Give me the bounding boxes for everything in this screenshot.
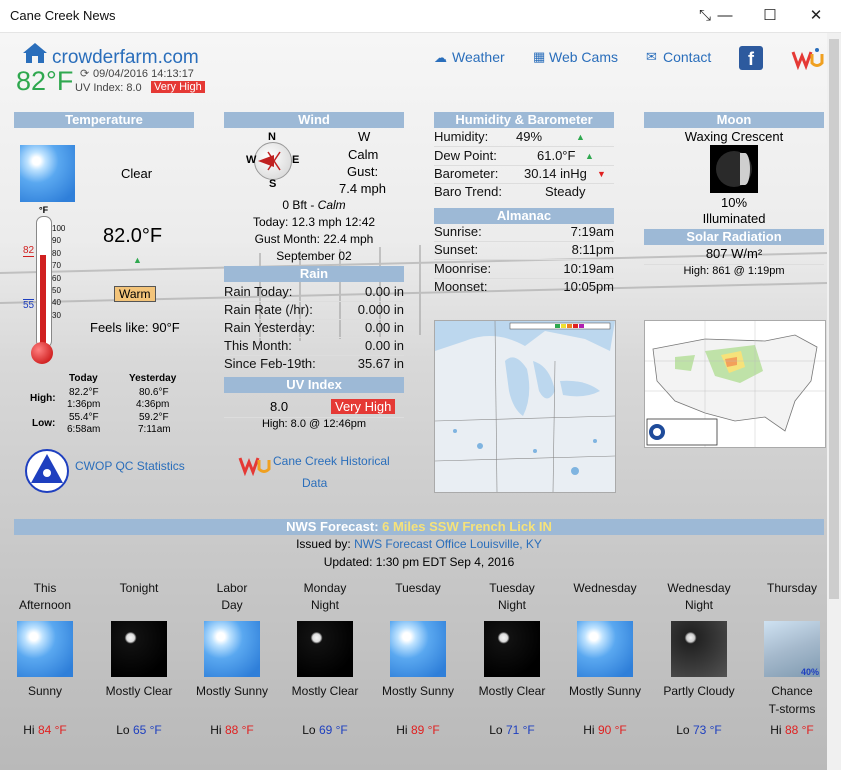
vertical-scrollbar[interactable] xyxy=(827,33,841,770)
wind-gust-date: September 02 xyxy=(276,249,352,263)
forecast-desc: Partly Cloudy xyxy=(663,684,735,698)
clear-night-icon xyxy=(484,621,540,677)
almanac-table xyxy=(434,223,614,297)
moon-crescent xyxy=(740,153,750,185)
rain-row xyxy=(224,301,404,320)
wunderground-icon xyxy=(238,452,272,476)
almanac-row xyxy=(434,278,614,296)
forecast-day-name2: Night xyxy=(310,598,339,612)
temp-current: 82.0°F xyxy=(103,225,163,247)
nav-weather[interactable]: Weather xyxy=(452,49,505,65)
today-low-marker: 55 xyxy=(23,300,35,311)
forecast-title-prefix: NWS Forecast: xyxy=(286,519,383,534)
dewpoint-value: 61.0°F xyxy=(537,148,576,163)
barometer-value: 30.14 inHg xyxy=(524,166,587,181)
today-high-time: 1:36pm xyxy=(67,399,101,410)
window-titlebar xyxy=(0,0,841,33)
uv-index-label: UV Index: 8.0 xyxy=(75,82,142,94)
forecast-desc: Mostly Sunny xyxy=(568,684,642,698)
almanac-row xyxy=(434,241,614,260)
today-low-time: 6:58am xyxy=(67,424,101,435)
clear-night-icon xyxy=(111,621,167,677)
wind-direction: W xyxy=(358,129,371,144)
solar-value: 807 W/m² xyxy=(705,246,763,261)
wind-bft-value: 0 Bft - xyxy=(282,198,318,212)
forecast-desc: Sunny xyxy=(27,684,63,698)
forecast-day-name2 xyxy=(565,598,645,615)
facebook-icon[interactable]: f xyxy=(739,46,763,70)
forecast-issued-prefix: Issued by: xyxy=(296,537,355,551)
scale-tick: 80 xyxy=(52,248,61,258)
forecast-temp: 73 °F xyxy=(692,723,722,737)
rain-row xyxy=(224,337,404,356)
humidity-row xyxy=(434,128,614,147)
scale-tick: 100 xyxy=(52,224,66,233)
wind-gust-month: Gust Month: 22.4 mph xyxy=(254,232,374,246)
forecast-day-name: Tuesday xyxy=(395,581,441,595)
wunderground-logo[interactable] xyxy=(791,46,825,70)
forecast-day-name: Thursday xyxy=(766,581,818,595)
forecast-temp: 65 °F xyxy=(132,723,162,737)
almanac-header: Almanac xyxy=(434,208,614,224)
mostly-sunny-icon xyxy=(390,621,446,677)
wind-bft-desc: Calm xyxy=(317,198,346,212)
thermometer-mercury xyxy=(40,255,46,349)
high-label: High: xyxy=(30,393,56,404)
yesterday-high-time: 4:36pm xyxy=(136,399,170,410)
thermometer-bulb xyxy=(31,342,53,364)
forecast-day xyxy=(565,581,645,737)
scale-tick: 50 xyxy=(52,286,61,296)
forecast-kind: Lo xyxy=(676,723,690,737)
dewpoint-label: Dew Point: xyxy=(434,148,497,163)
forecast-day xyxy=(99,581,179,737)
historical-link[interactable]: Cane Creek Historical xyxy=(273,454,390,468)
forecast-desc: Mostly Sunny xyxy=(381,684,455,698)
partly-cloudy-night-icon xyxy=(671,621,727,677)
outlook-map[interactable] xyxy=(644,320,826,448)
moon-header: Moon xyxy=(644,112,824,128)
moon-percent: 10% xyxy=(720,195,748,210)
rain-row xyxy=(224,355,404,373)
clear-night-icon xyxy=(297,621,353,677)
forecast-updated: Updated: 1:30 pm EDT Sep 4, 2016 xyxy=(323,555,515,569)
radar-map[interactable] xyxy=(434,320,616,493)
mostly-sunny-icon xyxy=(577,621,633,677)
forecast-temp: 88 °F xyxy=(784,723,814,737)
forecast-temp: 71 °F xyxy=(505,723,535,737)
today-high-marker: 82 xyxy=(23,245,35,256)
sunny-icon xyxy=(17,621,73,677)
almanac-value: 7:19am xyxy=(570,224,614,239)
forecast-day-name: Wednesday xyxy=(573,581,637,595)
almanac-label: Moonset: xyxy=(434,279,488,294)
forecast-day-name: Labor xyxy=(216,581,248,595)
forecast-day xyxy=(5,581,85,737)
barometer-row xyxy=(434,165,614,184)
uv-level-badge: Very High xyxy=(331,399,395,414)
scrollbar-thumb[interactable] xyxy=(829,39,839,599)
cloud-icon: ☁ xyxy=(434,50,447,65)
almanac-row xyxy=(434,223,614,242)
forecast-day-name: Tonight xyxy=(119,581,159,595)
forecast-desc: Mostly Clear xyxy=(291,684,359,698)
almanac-row xyxy=(434,260,614,279)
dewpoint-row xyxy=(434,147,614,166)
forecast-day-name2: Afternoon xyxy=(18,598,72,612)
forecast-kind: Hi xyxy=(210,723,222,737)
almanac-value: 10:19am xyxy=(563,261,614,276)
trend-up-icon: ▲ xyxy=(576,132,585,142)
outlook-map-drawing xyxy=(645,321,825,447)
forecast-kind: Hi xyxy=(396,723,408,737)
wind-beaufort xyxy=(224,198,404,212)
rain-row xyxy=(224,283,404,302)
thermometer-scale xyxy=(52,223,78,341)
almanac-value: 8:11pm xyxy=(571,242,614,257)
forecast-day-name2 xyxy=(752,598,827,615)
compass-s: S xyxy=(269,178,277,190)
minimize-button[interactable]: — xyxy=(717,7,733,24)
temp-trend-up-icon: ▲ xyxy=(133,255,142,265)
humidity-value: 49% xyxy=(516,129,543,144)
baro-trend-label: Baro Trend: xyxy=(434,184,502,199)
almanac-label: Sunset: xyxy=(434,242,479,257)
rain-row xyxy=(224,319,404,338)
low-label: Low: xyxy=(32,418,56,429)
yesterday-low: 59.2°F xyxy=(139,412,169,423)
forecast-temp: 89 °F xyxy=(410,723,440,737)
forecast-kind: Lo xyxy=(116,723,130,737)
rain-label: This Month: xyxy=(224,338,292,353)
timestamp: 09/04/2016 14:13:17 xyxy=(93,68,194,80)
today-high: 82.2°F xyxy=(69,387,99,398)
refresh-icon[interactable]: ⟳ xyxy=(80,68,90,80)
uv-value: 8.0 xyxy=(270,399,289,414)
nav-contact[interactable]: Contact xyxy=(663,49,712,65)
forecast-day-name2 xyxy=(378,598,458,615)
humidity-header: Humidity & Barometer xyxy=(434,112,614,128)
forecast-kind: Lo xyxy=(489,723,503,737)
wind-gust-value: 7.4 mph xyxy=(339,181,386,196)
home-icon[interactable] xyxy=(22,42,48,64)
forecast-kind: Hi xyxy=(583,723,595,737)
barometer-label: Barometer: xyxy=(434,166,499,181)
compass-w: W xyxy=(246,154,257,166)
forecast-kind: Hi xyxy=(23,723,35,737)
wind-arrow-icon xyxy=(254,142,292,180)
forecast-day xyxy=(659,581,739,737)
forecast-day-name: Monday xyxy=(303,581,347,595)
resize-icon[interactable]: ⤡ xyxy=(698,7,711,24)
moon-image xyxy=(710,145,758,193)
forecast-temp: 88 °F xyxy=(224,723,254,737)
rain-label: Since Feb-19th: xyxy=(224,356,316,371)
forecast-kind: Hi xyxy=(770,723,782,737)
rain-label: Rain Yesterday: xyxy=(224,320,316,335)
historical-link-data[interactable]: Data xyxy=(302,476,328,490)
scale-tick: 60 xyxy=(52,273,61,283)
moon-illuminated: Illuminated xyxy=(702,211,766,226)
solar-header: Solar Radiation xyxy=(644,229,824,245)
cwop-logo[interactable] xyxy=(23,447,71,495)
temp-condition: Clear xyxy=(121,166,153,181)
forecast-desc: Chance xyxy=(771,684,813,698)
forecast-day xyxy=(192,581,272,737)
rain-value: 35.67 in xyxy=(357,356,404,371)
trend-down-icon: ▼ xyxy=(597,169,606,179)
forecast-temp: 69 °F xyxy=(318,723,348,737)
wind-today: Today: 12.3 mph 12:42 xyxy=(252,215,376,229)
rain-label: Rain Today: xyxy=(224,284,293,299)
wind-gust-label: Gust: xyxy=(347,164,379,179)
site-name-link[interactable]: crowderfarm.com xyxy=(52,47,199,68)
scale-tick: 40 xyxy=(52,298,61,308)
temperature-header: Temperature xyxy=(14,112,194,128)
forecast-desc2: T-storms xyxy=(768,702,816,716)
window-title: Cane Creek News xyxy=(10,8,116,23)
close-button[interactable]: ✕ xyxy=(809,7,823,24)
solar-high: High: 861 @ 1:19pm xyxy=(644,264,824,277)
rain-value: 0.00 in xyxy=(364,338,404,353)
rain-value: 0.00 in xyxy=(364,284,404,299)
compass-n: N xyxy=(268,131,276,143)
forecast-desc: Mostly Clear xyxy=(478,684,546,698)
forecast-desc: Mostly Sunny xyxy=(195,684,269,698)
wind-compass xyxy=(248,131,298,189)
scale-tick: 90 xyxy=(52,236,61,246)
rain-value: 0.00 in xyxy=(364,320,404,335)
yesterday-label: Yesterday xyxy=(129,373,177,384)
forecast-day-name: Tuesday xyxy=(489,581,535,595)
radar-map-drawing xyxy=(435,321,615,492)
trend-up-icon: ▲ xyxy=(585,151,594,161)
yesterday-high: 80.6°F xyxy=(139,387,169,398)
forecast-day-name2: Day xyxy=(221,598,243,612)
rain-value: 0.000 in xyxy=(357,302,404,317)
forecast-day xyxy=(285,581,365,737)
thunderstorm-icon xyxy=(764,621,820,677)
yesterday-low-time: 7:11am xyxy=(138,424,171,435)
baro-trend-row xyxy=(434,183,614,201)
forecast-location: 6 Miles SSW French Lick IN xyxy=(382,519,552,534)
envelope-icon: ✉ xyxy=(646,49,657,64)
rain-label: Rain Rate (/hr): xyxy=(224,302,313,317)
scale-tick: 70 xyxy=(52,261,61,271)
forecast-header xyxy=(14,519,824,535)
uv-high: High: 8.0 @ 12:46pm xyxy=(224,417,404,430)
today-label: Today xyxy=(69,373,98,384)
forecast-kind: Lo xyxy=(302,723,316,737)
forecast-day-name: Wednesday xyxy=(667,581,731,595)
forecast-issued xyxy=(14,537,824,551)
cwop-link[interactable]: CWOP QC Statistics xyxy=(75,459,185,473)
today-low: 55.4°F xyxy=(69,412,99,423)
forecast-day-name: This xyxy=(33,581,57,595)
compass-e: E xyxy=(292,154,300,166)
wind-state: Calm xyxy=(348,147,379,162)
humidity-table xyxy=(434,128,614,202)
mostly-sunny-icon xyxy=(204,621,260,677)
maximize-button[interactable]: ☐ xyxy=(763,7,777,24)
forecast-temp: 84 °F xyxy=(37,723,67,737)
film-icon: ▦ xyxy=(533,49,546,64)
uv-header: UV Index xyxy=(224,377,404,393)
thermometer-unit: °F xyxy=(39,205,49,215)
precip-chance: 40% xyxy=(800,667,819,677)
forecast-day xyxy=(472,581,552,737)
nav-webcams[interactable]: Web Cams xyxy=(549,49,618,65)
clear-sky-icon xyxy=(20,145,75,202)
current-temp: 82°F xyxy=(16,66,74,96)
rain-table xyxy=(224,283,404,375)
temp-hi-lo-table xyxy=(22,371,192,441)
forecast-day xyxy=(378,581,458,737)
page-content xyxy=(0,33,827,770)
forecast-day xyxy=(752,581,827,737)
forecast-day-name2: Night xyxy=(497,598,526,612)
rain-header: Rain xyxy=(224,266,404,282)
moon-phase: Waxing Crescent xyxy=(684,129,784,144)
baro-trend-value: Steady xyxy=(545,184,586,199)
scale-tick: 30 xyxy=(52,310,61,320)
forecast-temp: 90 °F xyxy=(597,723,627,737)
temp-level-badge: Warm xyxy=(114,286,156,302)
forecast-day-name2 xyxy=(99,598,179,615)
feels-like: Feels like: 90°F xyxy=(90,320,180,335)
humidity-label: Humidity: xyxy=(434,129,489,144)
forecast-day-name2: Night xyxy=(684,598,713,612)
almanac-value: 10:05pm xyxy=(563,279,614,294)
forecast-office-link[interactable]: NWS Forecast Office Louisville, KY xyxy=(354,537,542,551)
almanac-label: Sunrise: xyxy=(434,224,482,239)
uv-badge: Very High xyxy=(151,81,205,93)
almanac-label: Moonrise: xyxy=(434,261,492,276)
forecast-desc: Mostly Clear xyxy=(105,684,173,698)
wind-header: Wind xyxy=(224,112,404,128)
